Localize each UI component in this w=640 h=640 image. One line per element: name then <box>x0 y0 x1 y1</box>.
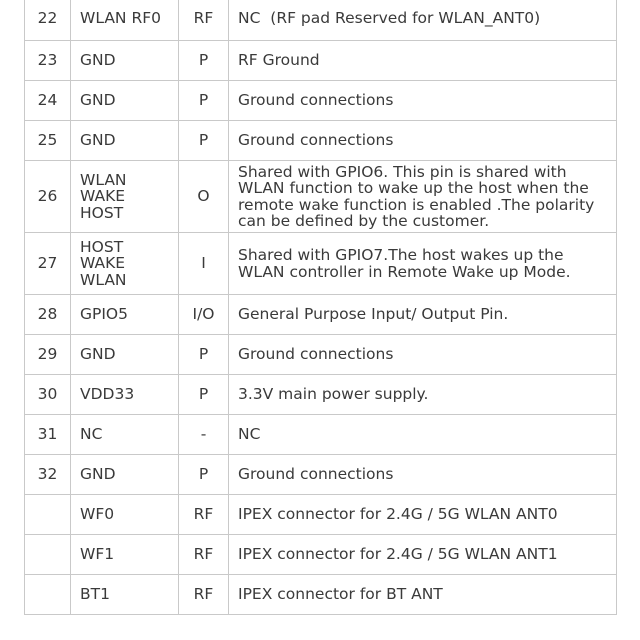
pin-description-table <box>24 0 617 615</box>
pin-number: 32 <box>25 455 71 495</box>
pin-number: 28 <box>25 295 71 335</box>
pin-name: GND <box>71 41 179 81</box>
table-row <box>25 121 617 161</box>
table-row <box>25 415 617 455</box>
pin-type: RF <box>179 535 229 575</box>
pin-number: 25 <box>25 121 71 161</box>
pin-number <box>25 575 71 615</box>
pin-type: - <box>179 415 229 455</box>
pin-number: 23 <box>25 41 71 81</box>
pin-name: WLAN RF0 <box>71 0 179 41</box>
pin-number: 24 <box>25 81 71 121</box>
pin-description: RF Ground <box>229 41 617 81</box>
pin-type: P <box>179 375 229 415</box>
pin-description: General Purpose Input/ Output Pin. <box>229 295 617 335</box>
table-row <box>25 161 617 233</box>
pin-description: Ground connections <box>229 455 617 495</box>
pin-type: P <box>179 455 229 495</box>
table-row <box>25 0 617 41</box>
pin-name: WF1 <box>71 535 179 575</box>
pin-name: WLAN WAKE HOST <box>71 161 179 233</box>
table-row <box>25 575 617 615</box>
pin-description: NC (RF pad Reserved for WLAN_ANT0) <box>229 0 617 41</box>
table-row <box>25 41 617 81</box>
table-row <box>25 535 617 575</box>
pin-name: GPIO5 <box>71 295 179 335</box>
pin-number: 29 <box>25 335 71 375</box>
pin-number: 22 <box>25 0 71 41</box>
pin-name: WF0 <box>71 495 179 535</box>
pin-description: IPEX connector for 2.4G / 5G WLAN ANT0 <box>229 495 617 535</box>
pin-description: Ground connections <box>229 121 617 161</box>
pin-number: 31 <box>25 415 71 455</box>
pin-number: 26 <box>25 161 71 233</box>
table-row <box>25 455 617 495</box>
pin-type: RF <box>179 575 229 615</box>
pin-table-body <box>25 0 617 615</box>
pin-type: I <box>179 233 229 295</box>
pin-name: HOST WAKE WLAN <box>71 233 179 295</box>
table-row <box>25 233 617 295</box>
pin-name: GND <box>71 455 179 495</box>
pin-description: NC <box>229 415 617 455</box>
table-row <box>25 375 617 415</box>
pin-type: P <box>179 121 229 161</box>
pin-type: RF <box>179 0 229 41</box>
pin-description: IPEX connector for BT ANT <box>229 575 617 615</box>
pin-name: GND <box>71 121 179 161</box>
pin-type: I/O <box>179 295 229 335</box>
pin-number: 30 <box>25 375 71 415</box>
table-row <box>25 335 617 375</box>
pin-type: P <box>179 81 229 121</box>
table-row <box>25 495 617 535</box>
table-row <box>25 295 617 335</box>
pin-description: Ground connections <box>229 335 617 375</box>
pin-type: P <box>179 41 229 81</box>
pin-description: IPEX connector for 2.4G / 5G WLAN ANT1 <box>229 535 617 575</box>
pin-type: O <box>179 161 229 233</box>
pin-number <box>25 495 71 535</box>
table-row <box>25 81 617 121</box>
pin-description: 3.3V main power supply. <box>229 375 617 415</box>
pin-type: P <box>179 335 229 375</box>
pin-type: RF <box>179 495 229 535</box>
pin-name: VDD33 <box>71 375 179 415</box>
pin-name: GND <box>71 335 179 375</box>
pin-name: GND <box>71 81 179 121</box>
pin-description: Ground connections <box>229 81 617 121</box>
pin-description: Shared with GPIO6. This pin is shared with WLAN function to wake up the host when the remote wake function is enabled .The polarity can be defined by the customer. <box>229 161 617 233</box>
pin-name: BT1 <box>71 575 179 615</box>
pin-description: Shared with GPIO7.The host wakes up the WLAN controller in Remote Wake up Mode. <box>229 233 617 295</box>
pin-name: NC <box>71 415 179 455</box>
pin-number: 27 <box>25 233 71 295</box>
pin-number <box>25 535 71 575</box>
